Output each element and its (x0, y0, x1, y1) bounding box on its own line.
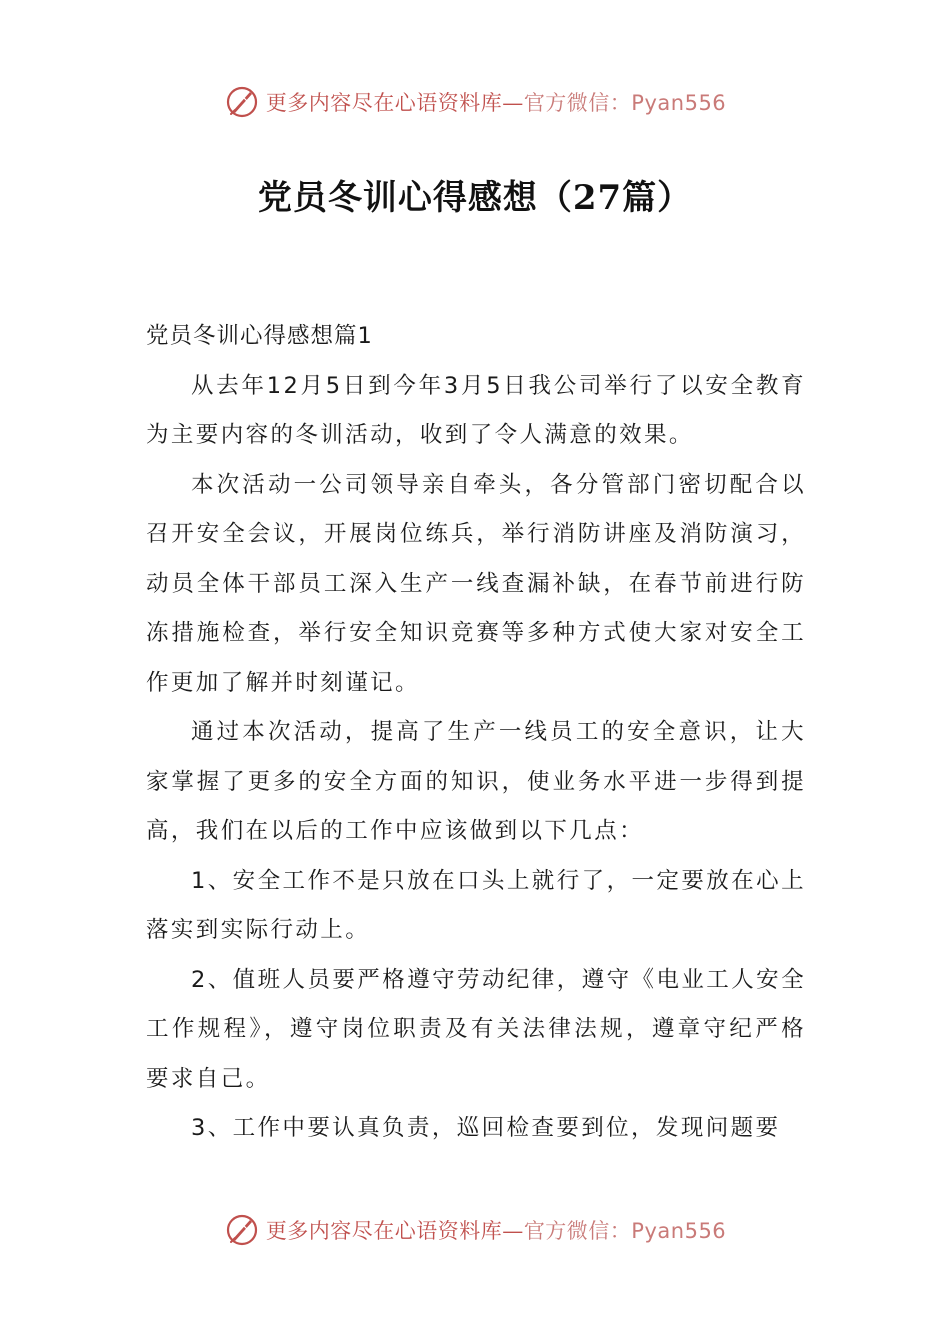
footer-watermark (0, 1208, 950, 1252)
watermark-text: 更多内容尽在心语资料库—官方微信：Pyan556 (265, 1219, 727, 1243)
list-item: 2、值班人员要严格遵守劳动纪律，遵守《电业工人安全工作规程》，遵守岗位职责及有关法律法规，遵章守纪严格要求自己。 (146, 966, 806, 1092)
paragraph: 本次活动一公司领导亲自牵头，各分管部门密切配合以召开安全会议，开展岗位练兵，举行消防讲座及消防演习，动员全体干部员工深入生产一线查漏补缺，在春节前进行防冻措施检查，举行安全知识竞赛等多种方式使大家对安全工作更加了解并时刻谨记。 (146, 471, 806, 696)
document-title: 党员冬训心得感想（27篇） (257, 178, 693, 218)
document-body (146, 312, 806, 1154)
section-heading: 党员冬训心得感想篇1 (146, 323, 373, 349)
quill-pen-icon (224, 1212, 260, 1248)
paragraph: 从去年12月5日到今年3月5日我公司举行了以安全教育为主要内容的冬训活动，收到了令人满意的效果。 (146, 372, 806, 448)
list-item: 3、工作中要认真负责，巡回检查要到位，发现问题要 (191, 1115, 781, 1141)
list-item: 1、安全工作不是只放在口头上就行了，一定要放在心上落实到实际行动上。 (146, 867, 806, 943)
header-watermark (0, 80, 950, 124)
quill-pen-icon (224, 84, 260, 120)
paragraph: 通过本次活动，提高了生产一线员工的安全意识，让大家掌握了更多的安全方面的知识，使业务水平进一步得到提高，我们在以后的工作中应该做到以下几点： (146, 719, 806, 844)
watermark-text: 更多内容尽在心语资料库—官方微信：Pyan556 (265, 91, 727, 115)
